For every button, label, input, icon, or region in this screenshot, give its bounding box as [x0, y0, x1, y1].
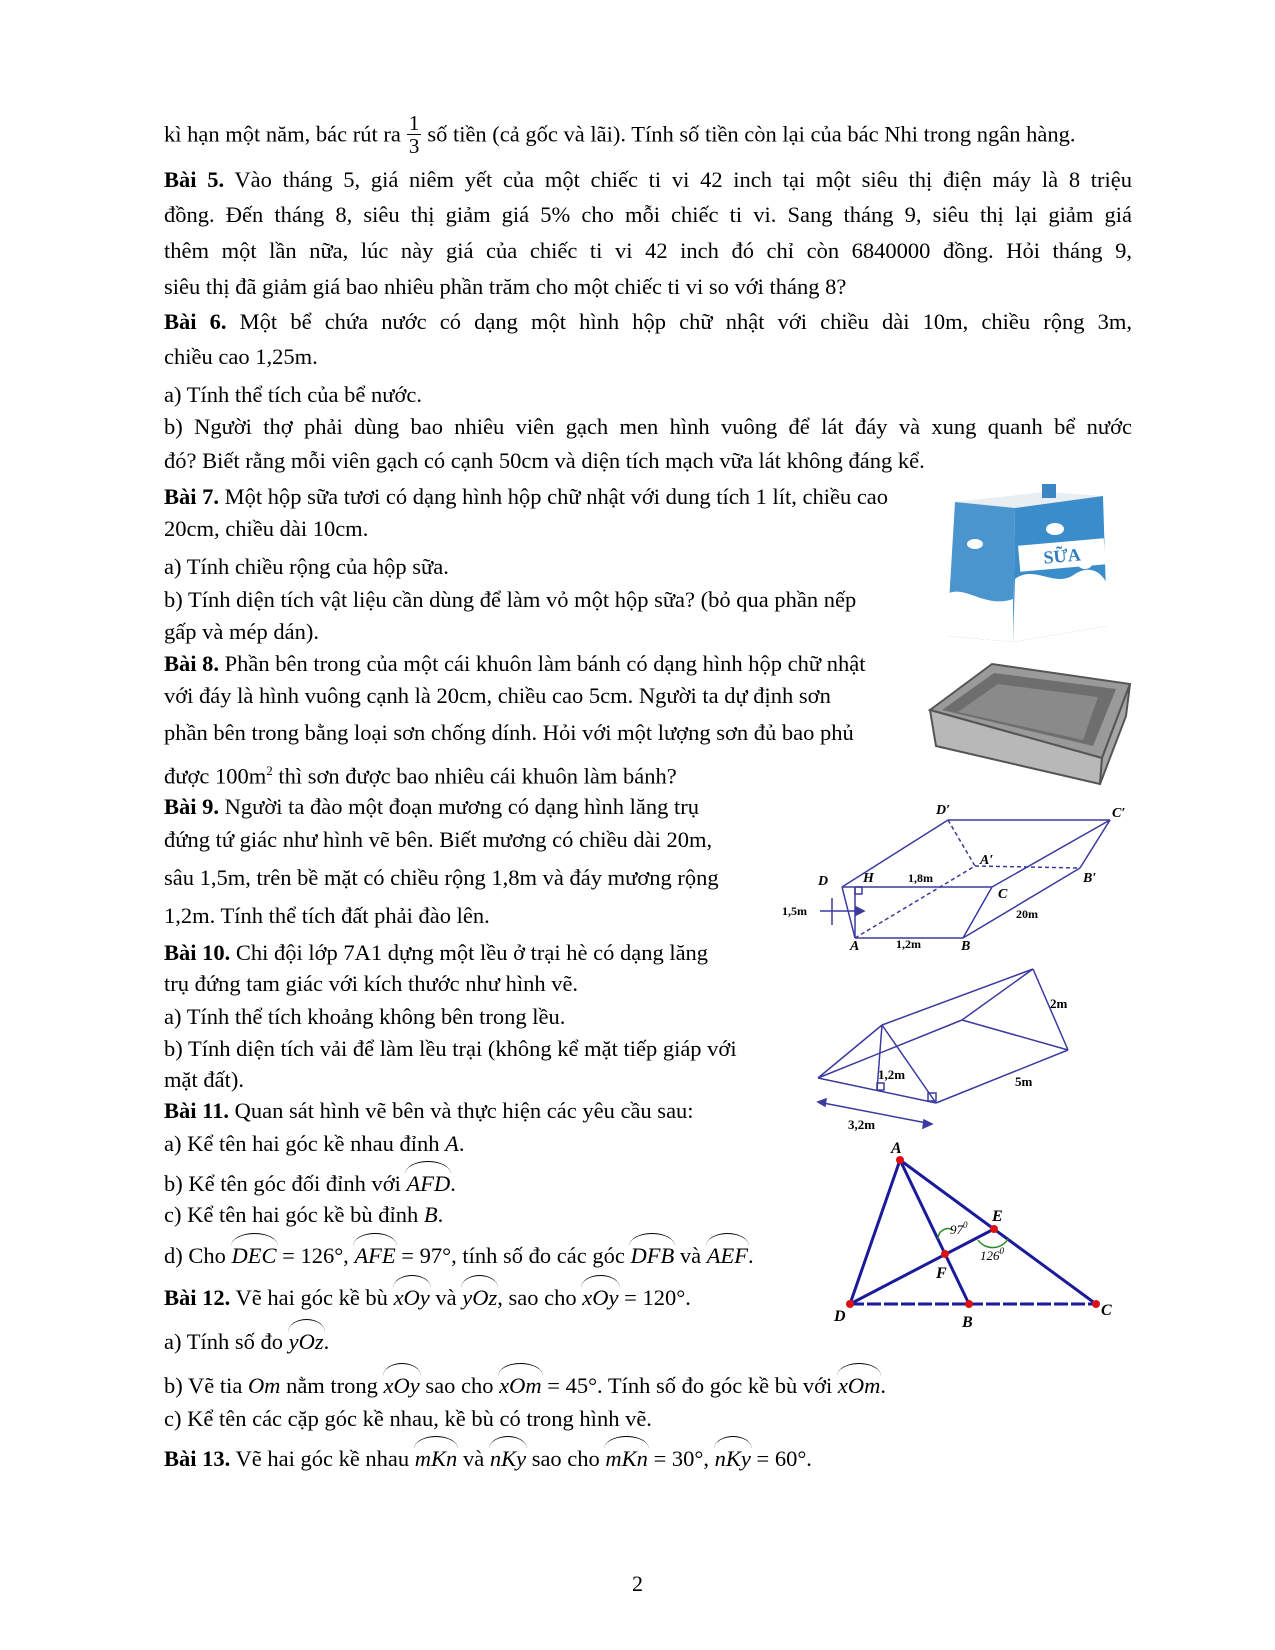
text: b) Vẽ tia [164, 1373, 243, 1398]
label-97 [950, 1220, 968, 1237]
label-e: E [992, 1208, 1003, 1225]
b9-line4 [164, 902, 490, 929]
text: 1,2m. Tính thể tích đất phải đào lên. [164, 903, 490, 928]
b11-b: b) Kể tên góc đối đỉnh với AFD. [164, 1168, 456, 1197]
label-d: D [818, 874, 829, 889]
edge-bc [963, 887, 992, 938]
segment-ac [900, 1160, 1096, 1304]
exercise-label: Bài 10. [164, 940, 231, 965]
b6-a [164, 381, 422, 408]
exercise-label: Bài 6. [164, 309, 227, 334]
label-d: D [834, 1308, 846, 1325]
back-base [962, 1020, 1068, 1050]
angle-aef: AEF [707, 1240, 748, 1269]
text: sao cho [531, 1446, 600, 1471]
exercise-label: Bài 13. [164, 1446, 231, 1471]
text: siêu thị đã giảm giá bao nhiêu phần trăm cho một chiếc ti vi so với tháng 8? [164, 274, 847, 299]
frac-denominator: 3 [408, 134, 420, 158]
edge-bpcp [1080, 820, 1110, 868]
b8-line2 [164, 682, 831, 709]
milk-splash [1013, 570, 1107, 642]
text: a) Kể tên hai góc kề nhau đỉnh [164, 1131, 440, 1156]
text: a) Tính thể tích khoảng không bên trong lều. [164, 1004, 566, 1029]
text: Người ta đào một đoạn mương có dạng hình lăng trụ [224, 794, 699, 819]
edge-dpap [948, 820, 975, 866]
text: = 30°, [653, 1446, 709, 1471]
label-ap: A′ [980, 853, 994, 868]
b10-line1 [164, 939, 708, 966]
angle-xoy: xOy [394, 1282, 430, 1311]
carton-cap [1042, 484, 1056, 498]
text: số tiền (cả gốc và lãi). Tính số tiền còn lại của bác Nhi trong ngân hàng. [427, 121, 1076, 147]
value-126: 126 [980, 1248, 1000, 1263]
b5-line3 [164, 237, 1132, 264]
b8-line3 [164, 719, 854, 746]
angle-afe: AFE [354, 1240, 395, 1269]
text: Phần bên trong của một cái khuôn làm bánh có dạng hình hộp chữ nhật [224, 651, 866, 676]
label-c: C [1101, 1302, 1112, 1319]
text: a) Tính chiều rộng của hộp sữa. [164, 554, 449, 579]
text: = 126°, [282, 1243, 349, 1268]
label-1-2m: 1,2m [896, 937, 921, 951]
b7-line1 [164, 483, 888, 510]
b5-line2 [164, 201, 1132, 228]
text: sao cho [425, 1373, 494, 1398]
b6-b2 [164, 447, 925, 474]
b13-line1 [164, 1443, 812, 1472]
label-bp: B′ [1083, 871, 1097, 886]
ridge [882, 969, 1033, 1025]
angle-afd: AFD [406, 1168, 450, 1197]
base-right [936, 1050, 1068, 1103]
b5-line4 [164, 273, 846, 300]
text: mặt đất). [164, 1067, 244, 1092]
frac-numerator: 1 [408, 111, 420, 135]
text: được 100m [164, 763, 267, 789]
text: c) Kể tên các cặp góc kề nhau, kề bù có trong hình vẽ. [164, 1406, 652, 1431]
b12-b: b) Vẽ tia Om nằm trong xOy sao cho xOm = 45°. Tính số đo góc kề bù với xOm. [164, 1370, 886, 1399]
degree-sign: 0 [963, 1220, 968, 1230]
tent-prism-figure [810, 962, 1090, 1137]
arrow-head [856, 907, 864, 915]
arrow-head [818, 1099, 826, 1106]
b12-line1 [164, 1282, 691, 1311]
text: Quan sát hình vẽ bên và thực hiện các yêu cầu sau: [234, 1098, 694, 1123]
label-a: A [850, 939, 860, 954]
b6-line1 [164, 308, 1132, 335]
exercise-label: Bài 5. [164, 167, 225, 192]
label-3-2m: 3,2m [848, 1117, 876, 1132]
angle-nky: nKy [490, 1443, 526, 1472]
label-1-8m: 1,8m [908, 871, 933, 885]
text: b) Kể tên góc đối đỉnh với [164, 1171, 401, 1196]
label-b: B [961, 939, 971, 954]
label-5m: 5m [1015, 1074, 1033, 1089]
milk-spot [967, 539, 983, 549]
text: Một hộp sữa tươi có dạng hình hộp chữ nhật với dung tích 1 lít, chiều cao [224, 484, 889, 509]
front-left [818, 1025, 882, 1078]
angle-dfb: DFB [630, 1240, 674, 1269]
text: gấp và mép dán). [164, 619, 319, 644]
angle-mkn: mKn [605, 1443, 648, 1472]
b11-a: a) Kể tên hai góc kề nhau đỉnh A. [164, 1131, 465, 1156]
fraction-one-third [407, 112, 422, 157]
b10-b1 [164, 1035, 737, 1062]
text: , sao cho [497, 1285, 577, 1310]
text: Vẽ hai góc kề nhau [235, 1446, 410, 1471]
angle-dec: DEC [232, 1240, 277, 1269]
exercise-label: Bài 11. [164, 1098, 230, 1123]
angle-xoy: xOy [384, 1370, 420, 1399]
angle-xom: xOm [838, 1370, 880, 1399]
b11-c: c) Kể tên hai góc kề bù đỉnh B. [164, 1202, 444, 1227]
page-number: 2 [632, 1571, 643, 1596]
b10-line2 [164, 970, 578, 997]
b7-a [164, 553, 449, 580]
text: và [435, 1285, 457, 1310]
b10-a [164, 1003, 565, 1030]
b6-b1 [164, 413, 1132, 440]
angle-mkn: mKn [415, 1443, 458, 1472]
triangle-angles-figure [828, 1138, 1128, 1333]
text: và [462, 1446, 485, 1471]
edge-bbp [963, 868, 1080, 938]
angle-yoz: yOz [462, 1282, 497, 1311]
text: b) Tính diện tích vật liệu cần dùng để làm vỏ một hộp sữa? (bỏ qua phần nếp [164, 587, 857, 612]
point-e [990, 1225, 998, 1233]
math-var: A [445, 1131, 459, 1156]
b7-b2 [164, 618, 319, 645]
label-cp: C′ [1112, 806, 1126, 821]
b9-line2 [164, 826, 712, 853]
label-1-2m: 1,2m [878, 1067, 906, 1082]
angle-xoy: xOy [582, 1282, 618, 1311]
label-b: B [962, 1314, 973, 1331]
math-var: Om [247, 1373, 281, 1398]
superscript: 2 [266, 763, 273, 778]
b9-line1 [164, 793, 699, 820]
b5-line1 [164, 166, 1132, 193]
b7-line2 [164, 515, 368, 542]
angle-yoz: yOz [289, 1326, 324, 1355]
line-b4-end [164, 111, 1076, 159]
text: đó? Biết rằng mỗi viên gạch có cạnh 50cm và diện tích mạch vữa lát không đáng kể. [164, 448, 925, 473]
exercise-label: Bài 8. [164, 651, 220, 676]
exercise-label: Bài 12. [164, 1285, 231, 1310]
label-dp: D′ [936, 803, 951, 818]
label-2m: 2m [1050, 996, 1068, 1011]
value-97: 97 [950, 1222, 963, 1237]
b6-line2 [164, 343, 318, 370]
point-b [965, 1300, 973, 1308]
b12-a: a) Tính số đo yOz. [164, 1326, 329, 1355]
text: Vào tháng 5, giá niêm yết của một chiếc ti vi 42 inch tại một siêu thị điện máy là 8 triệu [234, 167, 1132, 192]
b9-line3 [164, 864, 719, 891]
text: thêm một lần nữa, lúc này giá của chiếc ti vi 42 inch đó chỉ còn 6840000 đồng. Hỏi tháng 9, [164, 238, 1132, 263]
text: 20cm, chiều dài 10cm. [164, 516, 369, 541]
angle-nky: nKy [715, 1443, 751, 1472]
back-left [962, 969, 1033, 1020]
text: sâu 1,5m, trên bề mặt có chiều rộng 1,8m và đáy mương rộng [164, 865, 719, 890]
text: a) Tính thể tích của bể nước. [164, 382, 422, 407]
b11-line1 [164, 1097, 694, 1124]
milk-label: SỮA [1042, 544, 1082, 568]
b7-b1 [164, 586, 856, 613]
text: b) Người thợ phải dùng bao nhiêu viên gạch men hình vuông để lát đáy và xung quanh bể nước [164, 414, 1132, 439]
math-var: B [423, 1202, 438, 1227]
baking-pan-illustration [928, 660, 1132, 788]
text: đồng. Đến tháng 8, siêu thị giảm giá 5% cho mỗi chiếc ti vi. Sang tháng 9, siêu thị lại giảm giá [164, 202, 1132, 227]
exercise-label: Bài 7. [164, 484, 220, 509]
text: và [679, 1243, 702, 1268]
milk-spot [1046, 523, 1064, 535]
text: nằm trong [286, 1373, 378, 1398]
text: đứng tứ giác như hình vẽ bên. Biết mương có chiều dài 20m, [164, 827, 713, 852]
b8-line4 [164, 757, 677, 790]
label-126 [980, 1246, 1005, 1263]
point-f [941, 1250, 949, 1258]
text: phần bên trong bằng loại sơn chống dính. Hỏi với một lượng sơn đủ bao phủ [164, 720, 854, 745]
b11-d: d) Cho DEC = 126°, AFE = 97°, tính số đo các góc DFB và AEF. [164, 1240, 754, 1269]
label-a: A [891, 1140, 902, 1157]
right-angle-mark [855, 887, 862, 894]
label-c: C [998, 887, 1008, 902]
text: b) Tính diện tích vải để làm lều trại (không kể mặt tiếp giáp với [164, 1036, 737, 1061]
text: = 60°. [756, 1446, 812, 1471]
text: trụ đứng tam giác với kích thước như hình vẽ. [164, 971, 579, 996]
text: = 97°, tính số đo các góc [401, 1243, 625, 1268]
label-f: F [936, 1265, 947, 1282]
text: d) Cho [164, 1243, 226, 1268]
text: = 120°. [624, 1285, 691, 1310]
point-d [846, 1300, 854, 1308]
point-c [1092, 1300, 1100, 1308]
text: Chi đội lớp 7A1 dựng một lều ở trại hè có dạng lăng [235, 940, 709, 965]
front-right [882, 1025, 936, 1103]
degree-sign: 0 [999, 1246, 1004, 1256]
text: Vẽ hai góc kề bù [235, 1285, 388, 1310]
text: chiều cao 1,25m. [164, 344, 318, 369]
milk-carton-illustration [945, 484, 1115, 646]
exercise-label: Bài 9. [164, 794, 220, 819]
text: a) Tính số đo [164, 1329, 283, 1354]
edge-da [842, 887, 855, 938]
text: kì hạn một năm, bác rút ra [164, 121, 401, 147]
b12-c [164, 1405, 652, 1432]
label-h: H [863, 871, 874, 886]
text: = 45°. Tính số đo góc kề bù với [547, 1373, 833, 1398]
text: thì sơn được bao nhiêu cái khuôn làm bánh? [272, 763, 677, 789]
angle-xom: xOm [499, 1370, 541, 1399]
text: với đáy là hình vuông cạnh là 20cm, chiều cao 5cm. Người ta dự định sơn [164, 683, 831, 708]
label-1-5m: 1,5m [782, 904, 807, 918]
text: Một bể chứa nước có dạng một hình hộp chữ nhật với chiều dài 10m, chiều rộng 3m, [239, 309, 1133, 334]
text: c) Kể tên hai góc kề bù đỉnh [164, 1202, 419, 1227]
ditch-prism-figure [780, 800, 1140, 955]
label-20m: 20m [1016, 907, 1038, 921]
point-a [896, 1156, 904, 1164]
b8-line1 [164, 650, 865, 677]
arrow-head [923, 1120, 932, 1128]
b10-b2 [164, 1066, 244, 1093]
